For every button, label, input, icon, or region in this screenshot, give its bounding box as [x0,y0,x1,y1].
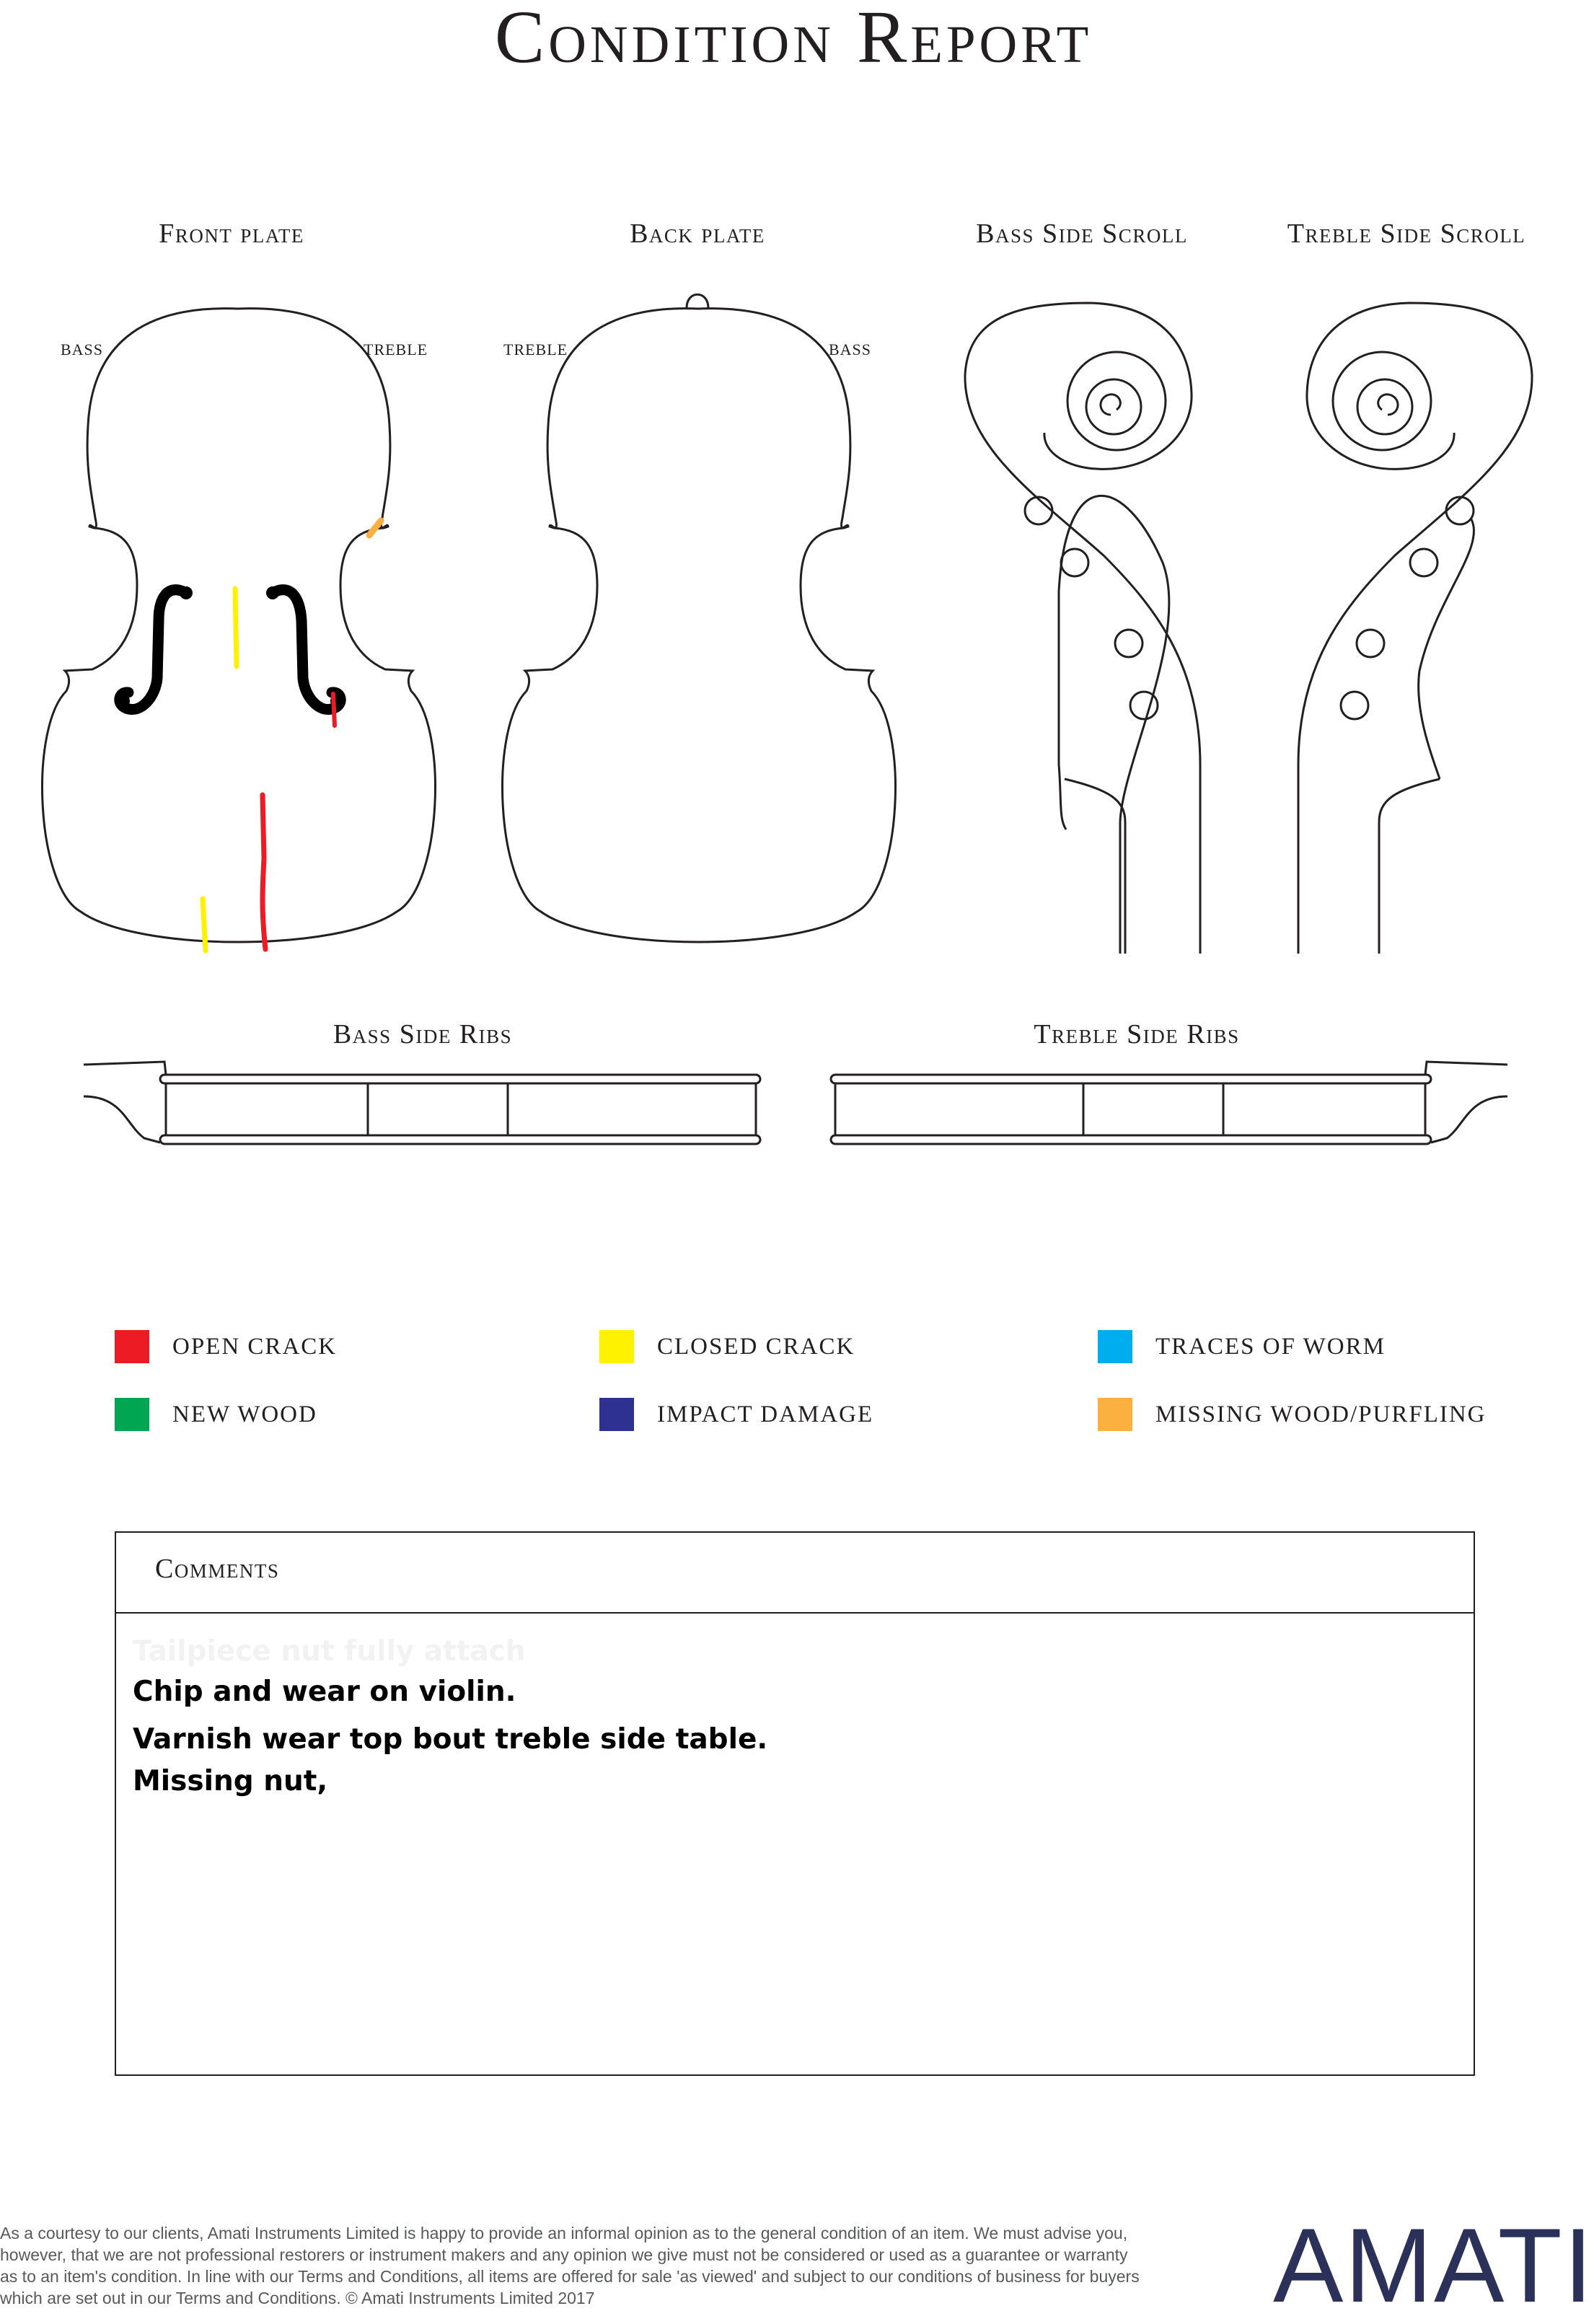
front-plate-outline [43,309,436,942]
treble-side-ribs-outline [831,1062,1507,1144]
bass-side-ribs-outline [84,1062,760,1144]
amati-logo: AMATI [1273,2206,1594,2324]
comment-line: Varnish wear top bout treble side table. [133,1723,768,1756]
traces-of-worm-swatch [1098,1330,1132,1363]
back-plate-outline [503,309,896,942]
front-treble-side-label: TREBLE [364,340,428,358]
new-wood-swatch [115,1398,149,1431]
closed-crack-mark [235,589,237,666]
treble-side-scroll-label: Treble Side Scroll [1287,219,1526,249]
legend-item-impact-damage: IMPACT DAMAGE [599,1398,873,1431]
legend-item-new-wood: NEW WOOD [115,1398,317,1431]
open-crack-swatch [115,1330,149,1363]
front-bass-side-label: BASS [61,340,104,358]
legend-item-closed-crack: CLOSED CRACK [599,1330,855,1363]
legend-item-missing-wood: MISSING WOOD/PURFLING [1098,1398,1487,1431]
legend-item-traces-of-worm: TRACES OF WORM [1098,1330,1386,1363]
bass-f-hole [120,590,186,710]
back-button [687,294,708,308]
treble-side-scroll-outline [1298,303,1532,954]
closed-crack-swatch [599,1330,634,1363]
comment-faint-line: Tailpiece nut fully attach [133,1635,526,1668]
open-crack-mark [333,694,335,726]
closed-crack-mark [203,899,206,951]
treble-side-ribs-label: Treble Side Ribs [1034,1019,1240,1049]
back-bass-side-label: BASS [829,340,872,358]
comment-line: Missing nut, [133,1765,328,1797]
bass-side-ribs-label: Bass Side Ribs [333,1019,513,1049]
page-title: Condition Report [494,0,1093,79]
open-crack-mark [263,795,265,949]
comment-line: Chip and wear on violin. [133,1676,516,1708]
missing-wood-swatch [1098,1398,1132,1431]
bass-side-scroll-outline [965,303,1200,954]
back-treble-side-label: TREBLE [503,340,568,358]
missing-wood-mark [369,521,381,535]
disclaimer-text: As a courtesy to our clients, Amati Instruments Limited is happy to provide an informal opinion as to the general condition of an item. We must advise you, however, that we are not professional restorers or instrument makers and any opinion we give must not be considered or used as a guarantee or warranty as to an item's condition. In line with our Terms and Conditions, all items are offered for sale 'as viewed' and subject to our conditions of business for buyers which are set out in our Terms and Conditions. © Amati Instruments Limited 2017 [0,2224,1140,2307]
legend-item-open-crack: OPEN CRACK [115,1330,337,1363]
impact-damage-swatch [599,1398,634,1431]
front-plate-label: Front plate [159,219,304,249]
violin-diagram [0,0,1555,1168]
bass-side-scroll-label: Bass Side Scroll [976,219,1188,249]
comments-heading: Comments [116,1533,1474,1614]
treble-f-hole [273,590,340,710]
comments-box [115,1531,1475,2076]
back-plate-label: Back plate [630,219,765,249]
